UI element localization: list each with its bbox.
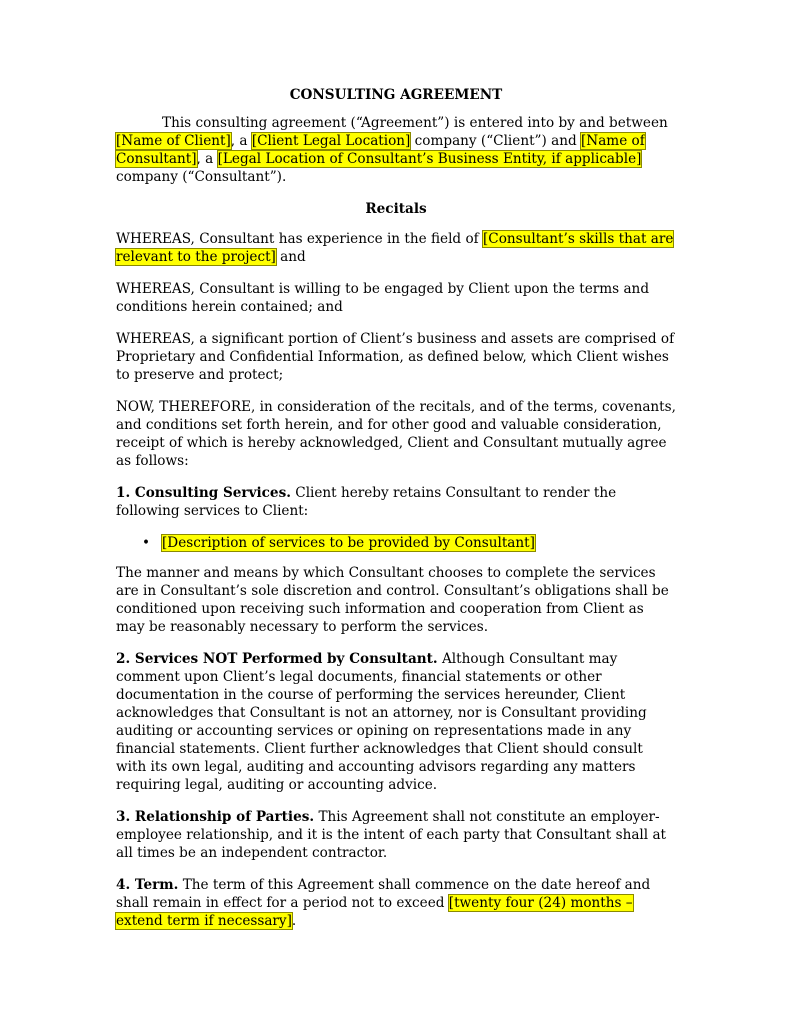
services-list: [116, 534, 676, 552]
section-2-heading: 2. Services NOT Performed by Consultant.: [116, 651, 438, 667]
section-1-text: Client hereby retains Consultant to render the following services to Client:: [116, 485, 617, 519]
bullet-icon: •: [142, 535, 151, 551]
placeholder-services-description: [Description of services to be provided by Consultant]: [162, 535, 535, 551]
section-1-follow-paragraph: The manner and means by which Consultant chooses to complete the services are in Consultant’s sole discretion and control. Consultant’s obligations shall be conditioned upon receiving such information and cooperation from Client as may be reasonably necessary to perform the services.: [116, 565, 669, 635]
section-2-text: Although Consultant may comment upon Client’s legal documents, financial statements or other documentation in the course of performing the services hereunder, Client acknowledges that Consultant is not an attorney, nor is Consultant providing auditing or accounting services or opining on representations made in any financial statements. Client further acknowledges that Client should consult with its own legal, auditing and accounting advisors regarding any matters requiring legal, auditing or accounting advice.: [116, 651, 647, 793]
intro-text-4: , a: [196, 151, 218, 167]
whereas-paragraph-3: WHEREAS, a significant portion of Client’s business and assets are comprised of Proprietary and Confidential Information, as defined below, which Client wishes to preserve and protect;: [116, 331, 675, 383]
whereas1-text-2: and: [275, 249, 306, 265]
now-therefore-paragraph: NOW, THEREFORE, in consideration of the recitals, and of the terms, covenants, and conditions set forth herein, and for other good and valuable consideration, receipt of which is hereby acknowledged, Client and Consultant mutually agree as follows:: [116, 399, 676, 469]
section-4-paragraph: [116, 876, 676, 930]
document-page: [116, 86, 676, 944]
section-1-paragraph: [116, 484, 676, 520]
placeholder-consultant-skills: [Consultant’s skills that are relevant to the project]: [116, 231, 674, 265]
placeholder-client-location: [Client Legal Location]: [251, 133, 411, 149]
section-3-heading: 3. Relationship of Parties.: [116, 809, 315, 825]
section-1-heading: 1. Consulting Services.: [116, 485, 291, 501]
section-4-heading: 4. Term.: [116, 877, 179, 893]
placeholder-consultant-location: [Legal Location of Consultant’s Business Entity, if applicable]: [217, 151, 642, 167]
placeholder-client-name: [Name of Client]: [116, 133, 231, 149]
placeholder-consultant-name: [Name of Consultant]: [116, 133, 645, 167]
section-4-text: The term of this Agreement shall commence on the date hereof and shall remain in effect for a period not to exceed: [116, 877, 651, 911]
intro-text-3: company (“Client”) and: [410, 133, 581, 149]
list-item: [142, 534, 676, 552]
whereas-paragraph-2: WHEREAS, Consultant is willing to be engaged by Client upon the terms and conditions herein contained; and: [116, 281, 650, 315]
whereas-paragraph-1: [116, 230, 676, 266]
recitals-heading: Recitals: [365, 201, 427, 217]
section-3-text: This Agreement shall not constitute an employer-employee relationship, and it is the intent of each party that Consultant shall at all times be an independent contractor.: [116, 809, 667, 861]
section-4-end: .: [291, 913, 297, 929]
intro-text-1: This consulting agreement (“Agreement”) is entered into by and between: [162, 115, 668, 131]
document-title: CONSULTING AGREEMENT: [289, 87, 503, 103]
section-3-paragraph: [116, 808, 676, 862]
intro-paragraph: [116, 114, 676, 186]
section-2-paragraph: [116, 650, 676, 794]
whereas1-text-1: WHEREAS, Consultant has experience in the field of: [116, 231, 483, 247]
intro-text-5: company (“Consultant”).: [116, 169, 287, 185]
intro-text-2: , a: [230, 133, 252, 149]
placeholder-term-length: [twenty four (24) months – extend term if necessary]: [116, 895, 633, 929]
